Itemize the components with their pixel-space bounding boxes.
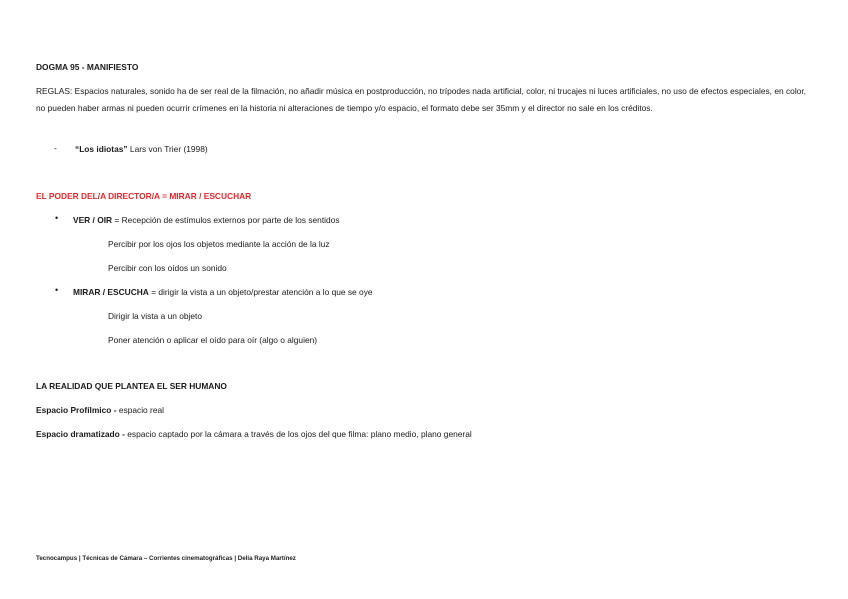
film-director-year: Lars von Trier (1998) <box>127 144 208 154</box>
dogma-heading: DOGMA 95 - MANIFIESTO <box>36 62 139 72</box>
director-power-heading: EL PODER DEL/A DIRECTOR/A = MIRAR / ESCUCHAR <box>36 191 252 201</box>
term-ver-oir: VER / OIR <box>73 215 113 225</box>
list-item-mirar-escucha <box>73 286 373 298</box>
bullet-icon: • <box>55 213 59 223</box>
sub-item: Percibir por los ojos los objetos mediante la acción de la luz <box>108 239 330 249</box>
definition-ver-oir: = Recepción de estímulos externos por parte de los sentidos <box>112 215 340 225</box>
sub-item: Dirigir la vista a un objeto <box>108 311 203 321</box>
list-dash: - <box>54 143 57 153</box>
reality-heading: LA REALIDAD QUE PLANTEA EL SER HUMANO <box>36 381 227 391</box>
dramatized-space-line <box>36 428 472 440</box>
profilmic-text: espacio real <box>116 405 165 415</box>
term-mirar-escucha: MIRAR / ESCUCHA <box>73 287 149 297</box>
dramatized-term: Espacio dramatizado - <box>36 429 125 439</box>
profilmic-term: Espacio Profílmico - <box>36 405 117 415</box>
profilmic-space-line <box>36 404 164 416</box>
sub-item: Percibir con los oídos un sonido <box>108 263 227 273</box>
bullet-icon: • <box>55 285 59 295</box>
list-item-ver-oir <box>73 214 340 226</box>
sub-item: Poner atención o aplicar el oído para oír (algo o alguien) <box>108 335 318 345</box>
dogma-rules-paragraph: REGLAS: Espacios naturales, sonido ha de ser real de la filmación, no añadir música en postproducción, no trípodes nada artificial, color, ni trucajes ni luces artificiales, no uso de efectos especiales, en color, no pueden haber armas ni pueden ocurrir crímenes en la historia ni alteraciones de tiempo y/o espacio, el formato debe ser 35mm y el director no sale en los créditos. <box>36 86 806 113</box>
page-footer: Tecnocampus | Técnicas de Cámara – Corrientes cinematográficas | Delia Raya Martínez <box>36 555 296 562</box>
definition-mirar-escucha: = dirigir la vista a un objeto/prestar atención a lo que se oye <box>148 287 373 297</box>
dramatized-text: espacio captado por la cámara a través de los ojos del que filma: plano medio, plano general <box>124 429 472 439</box>
film-reference <box>75 143 208 155</box>
film-title: “Los idiotas” <box>75 144 128 154</box>
